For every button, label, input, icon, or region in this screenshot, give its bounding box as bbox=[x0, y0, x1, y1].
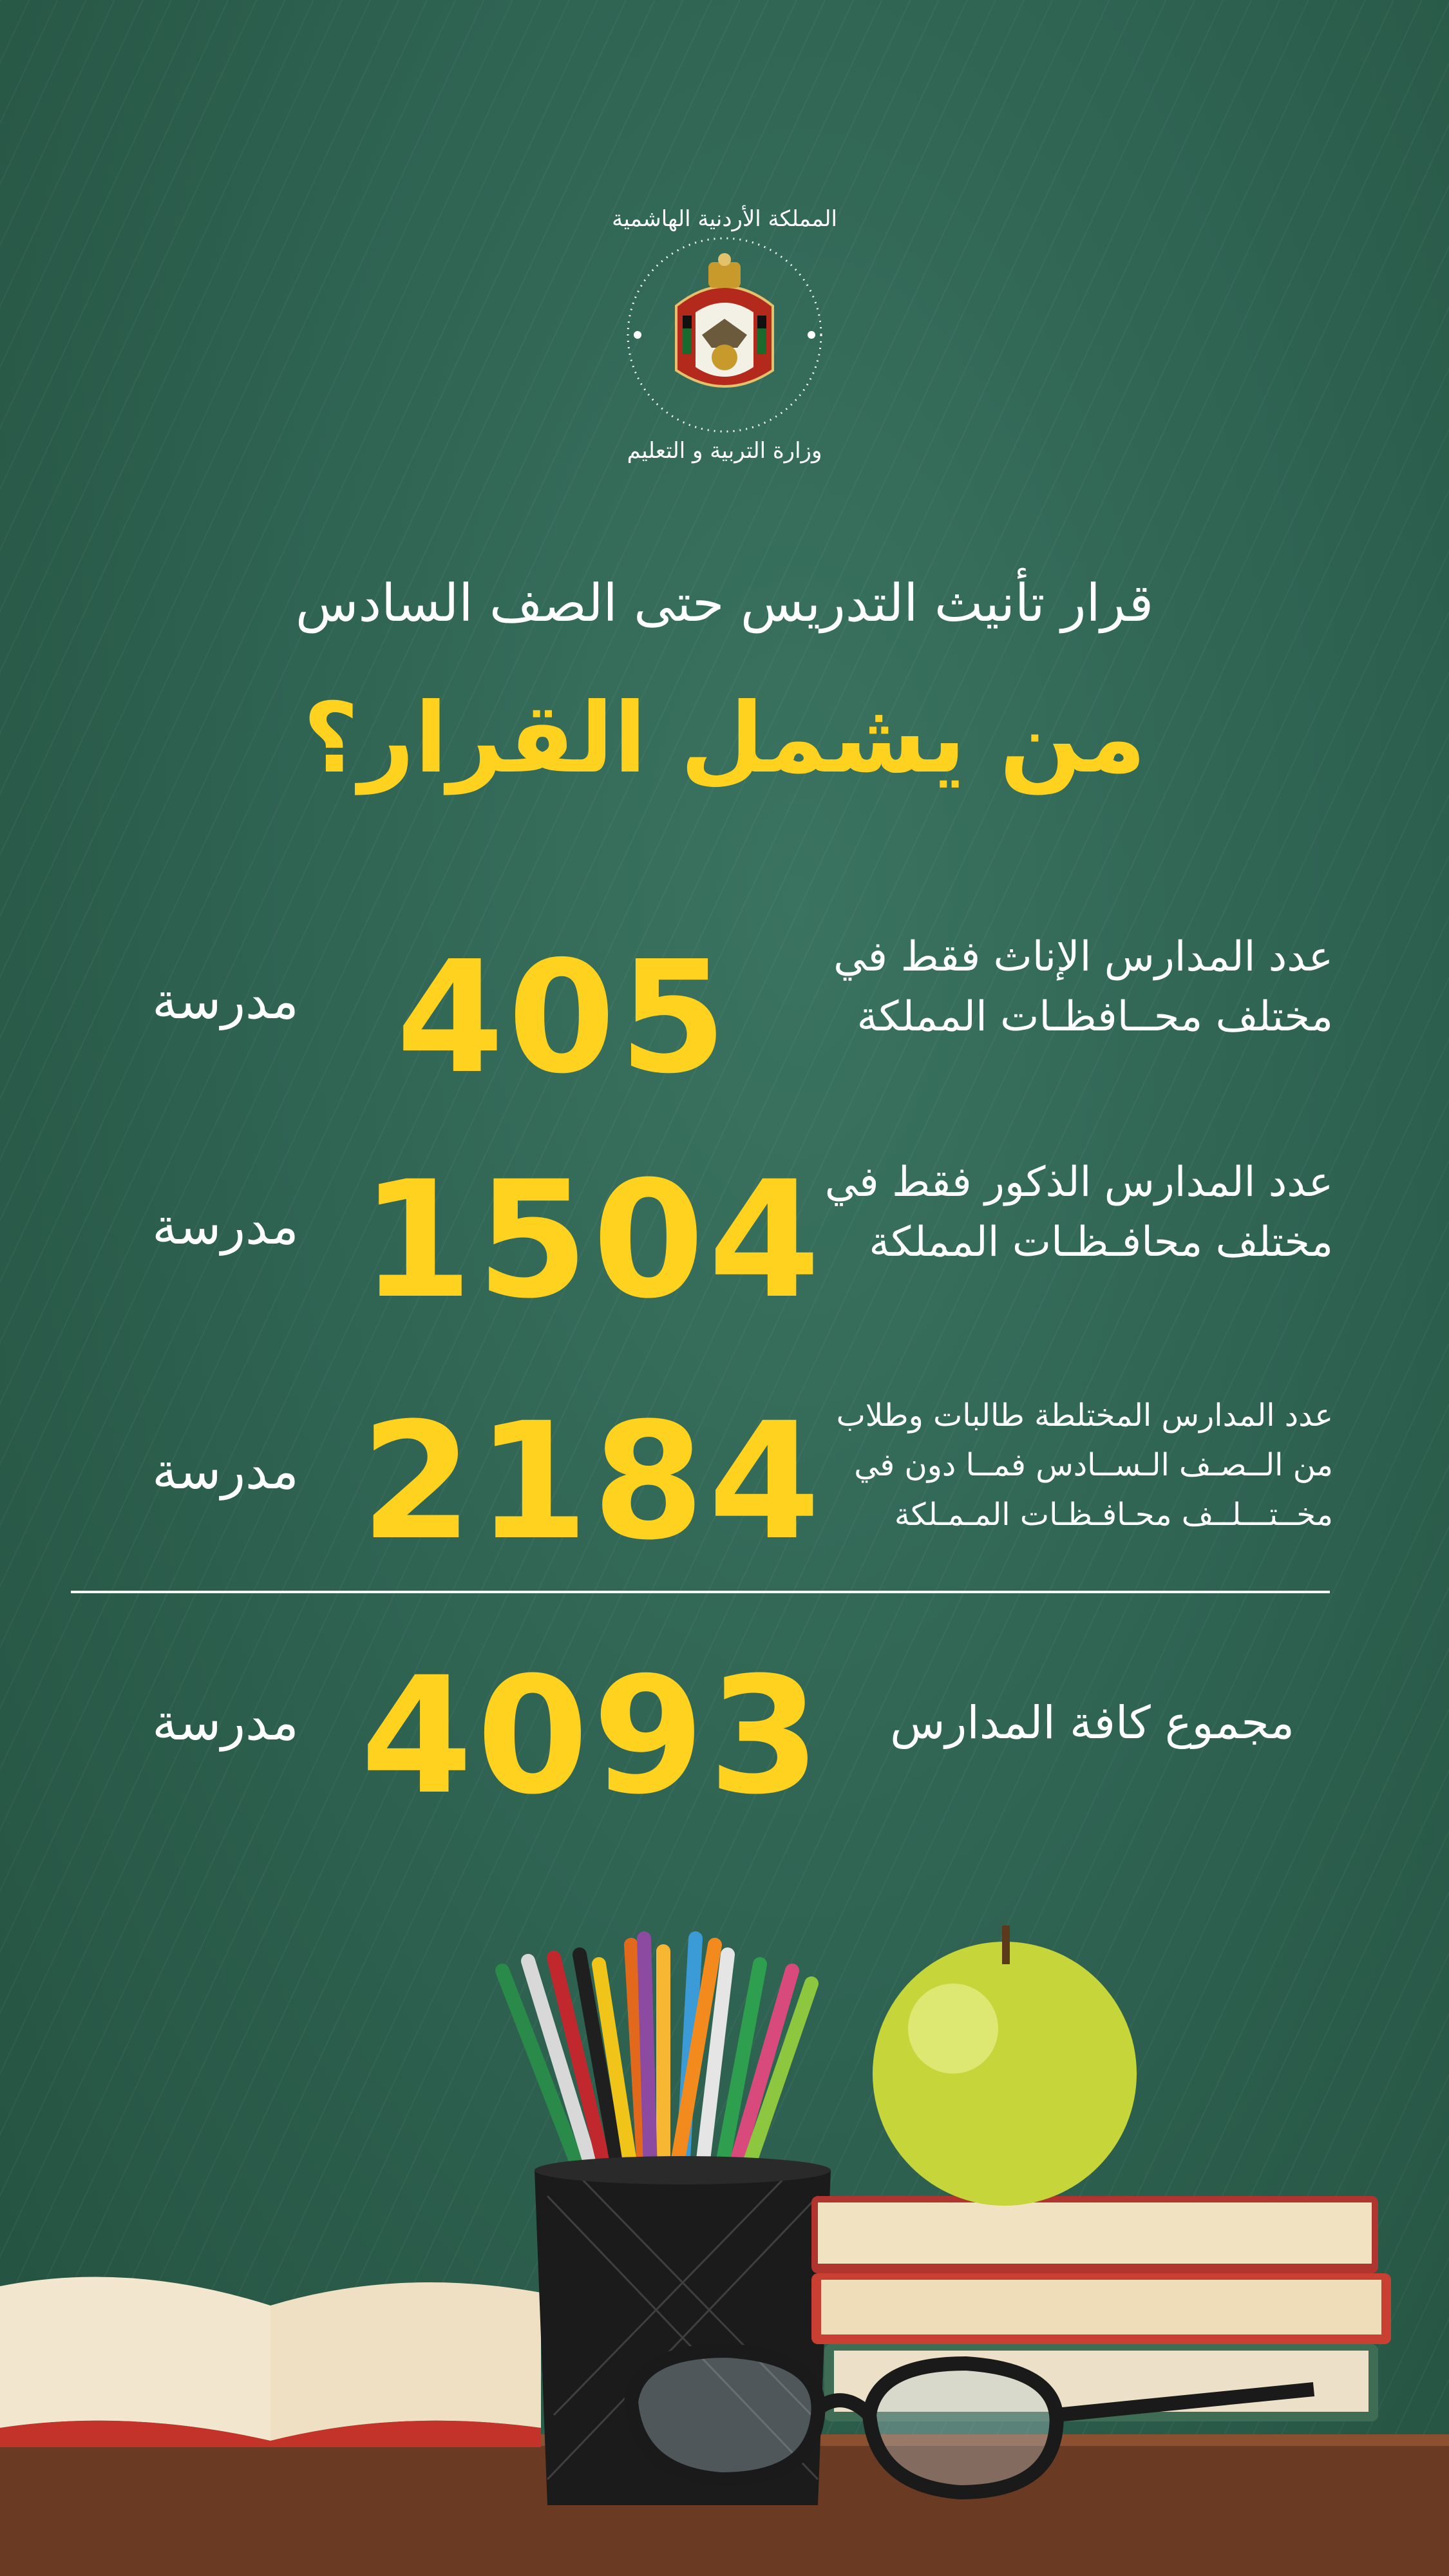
stat-description: عدد المدارس الإناث فقط في مختلف محــافظـات المملكة bbox=[833, 933, 1333, 1041]
stat-value: 405 bbox=[396, 927, 731, 1108]
page-subtitle: قرار تأنيث التدريس حتى الصف السادس bbox=[295, 573, 1154, 633]
stat-value: 1504 bbox=[361, 1146, 824, 1334]
divider bbox=[71, 1591, 1330, 1593]
emblem-text-top: المملكة الأردنية الهاشمية bbox=[612, 206, 837, 232]
apple-icon bbox=[873, 1926, 1137, 2206]
open-book-icon bbox=[0, 2277, 541, 2447]
stat-unit: مدرسة bbox=[152, 1198, 299, 1256]
emblem-text-bottom: وزارة التربية و التعليم bbox=[627, 438, 822, 464]
stat-description: عدد المدارس المختلطة طالبات وطلاب من الــصـف الـســادس فمــا دون في مخــتـــلــف محـافـظـات المـمـلكة bbox=[836, 1397, 1333, 1533]
page-title: من يشمل القرار؟ bbox=[303, 683, 1146, 795]
stat-row-total bbox=[0, 1642, 1449, 1830]
stat-value: 2184 bbox=[361, 1388, 824, 1575]
stat-row-mixed bbox=[0, 1388, 1449, 1575]
ministry-emblem-icon bbox=[599, 206, 850, 464]
desk-scene bbox=[0, 1900, 1449, 2576]
total-value: 4093 bbox=[361, 1642, 824, 1830]
stat-row-girls bbox=[0, 927, 1449, 1108]
total-description: مجموع كافة المدارس bbox=[890, 1696, 1294, 1749]
stat-unit: مدرسة bbox=[152, 972, 299, 1030]
stat-unit: مدرسة bbox=[152, 1443, 299, 1501]
stat-row-boys bbox=[0, 1146, 1449, 1334]
stat-unit: مدرسة bbox=[152, 1694, 299, 1752]
stat-description: عدد المدارس الذكور فقط في مختلف محافـظـات المملكة bbox=[824, 1159, 1333, 1266]
